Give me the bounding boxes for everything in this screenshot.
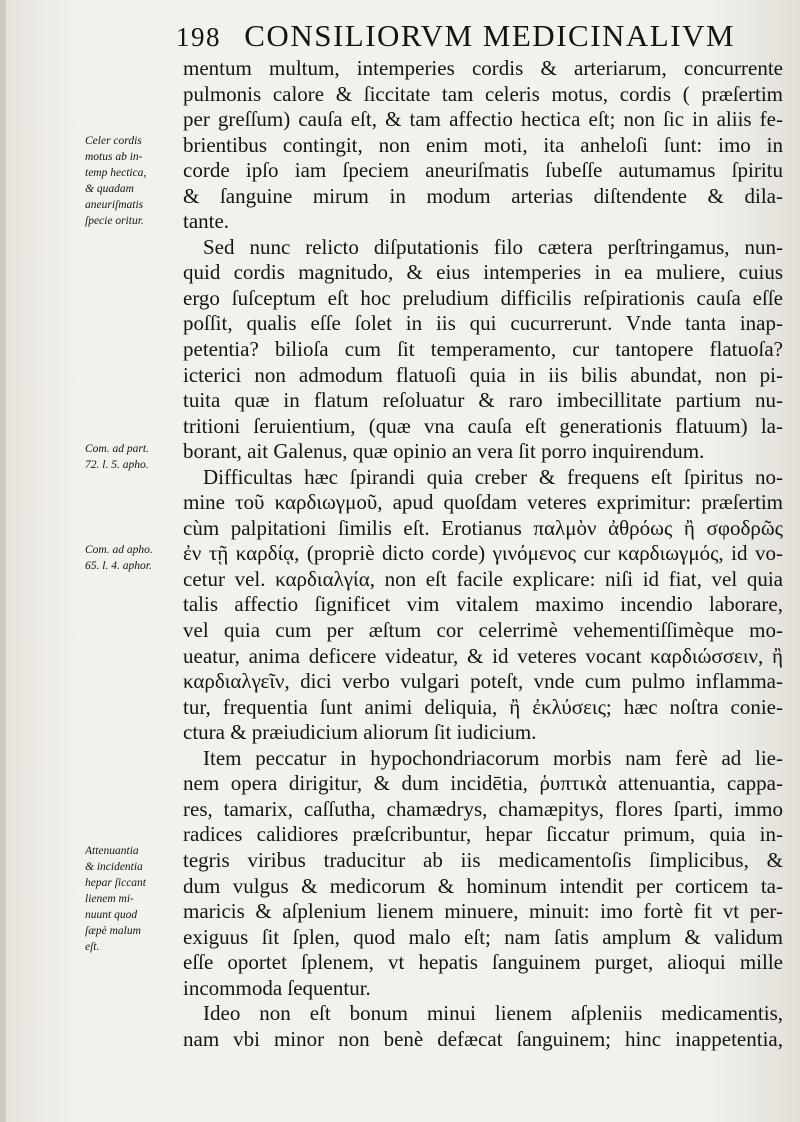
margin-note-line: & incidentia — [85, 861, 143, 873]
text-line: poſſit, qualis eſſe ſolet in iis qui cucurrerunt. Vnde tanta inap- — [183, 311, 783, 336]
text-line: brientibus contingit, non enim moti, ita anheloſi ſunt: imo in — [183, 132, 783, 157]
text-line: maricis & aſplenium lienem minuere, minuit: imo fortè fit vt per- — [183, 899, 783, 924]
text-line: mine τοῦ καρδιωγμοῦ, apud quoſdam veteres exprimitur: præſertim — [183, 490, 783, 515]
margin-note — [85, 133, 180, 229]
text-line: ctura & præiudicium aliorum ſit iudicium. — [183, 720, 537, 745]
text-line: per greſſum) cauſa eſt, & tam affectio hectica eſt; non ſic in aliis fe- — [183, 107, 783, 132]
margin-note-line: hepar ſiccant — [85, 877, 146, 889]
margin-note-line: Celer cordis — [85, 135, 142, 147]
text-line: καρδιαλγεῖν, dici verbo vulgari poteſt, vnde cum pulmo inflamma- — [183, 669, 783, 694]
margin-note-line: aneuriſmatis — [85, 199, 144, 211]
margin-note-line: ſæpè malum — [85, 925, 141, 937]
text-line: ἐν τῇ καρδίᾳ, (propriè dicto corde) γινόμενος cur καρδιωγμός, id vo- — [183, 541, 783, 566]
text-line: tur, frequentia ſunt animi deliquia, ἢ ἐκλύσεις; hæc noſtra conie- — [183, 694, 783, 719]
text-line: cetur vel. καρδιαλγία, non eſt facile explicare: niſi id fiat, vel quia — [183, 566, 783, 591]
margin-note — [85, 542, 180, 574]
text-line: nem opera dirigitur, & dum incidētia, ῥυπτικὰ attenuantia, cappa- — [183, 771, 783, 796]
text-line: vel quia cum per æſtum cor celerrimè vehementiſſimèque mo- — [183, 618, 783, 643]
text-line: tegris viribus traducitur ab iis medicamentoſis ſimplicibus, & — [183, 847, 783, 872]
margin-note-line: ſpecie oritur. — [85, 215, 144, 227]
text-line: res, tamarix, caſſutha, chamædrys, chamæpitys, flores ſparti, immo — [183, 796, 783, 821]
margin-note-line: 72. l. 5. apho. — [85, 459, 149, 471]
margin-note-line: Com. ad apho. — [85, 544, 153, 556]
text-line: tante. — [183, 209, 230, 234]
text-line: petentia? bilioſa cum ſit temperamento, cur tantopere flatuoſa? — [183, 337, 783, 362]
margin-note — [85, 843, 180, 955]
text-line: Sed nunc relicto diſputationis filo cætera perſtringamus, nun- — [203, 234, 783, 259]
margin-note-line: eſt. — [85, 941, 100, 953]
margin-note-line: Com. ad part. — [85, 443, 149, 455]
binding-gutter — [0, 0, 6, 1122]
margin-note-line: lienem mi- — [85, 893, 134, 905]
running-header — [176, 18, 776, 58]
running-title: CONSILIORVM MEDICINALIVM — [244, 18, 736, 53]
text-line: pulmonis calore & ſiccitate tam celeris motus, cordis ( præſertim — [183, 81, 783, 106]
text-line: ueatur, anima deficere videatur, & id veteres vocant καρδιώσσειν, ἢ — [183, 643, 783, 668]
margin-note-line: 65. l. 4. aphor. — [85, 560, 152, 572]
text-line: & ſanguine mirum in modum arterias diſtendente & dila- — [183, 183, 783, 208]
page-number: 198 — [176, 22, 221, 52]
text-line: nam vbi minor non benè defæcat ſanguinem; hinc inappetentia, — [183, 1026, 783, 1051]
text-line: Ideo non eſt bonum minui lienem aſpleniis medicamentis, — [203, 1001, 783, 1026]
text-line: dum vulgus & medicorum & hominum intendit per corticem ta- — [183, 873, 783, 898]
margin-note-line: motus ab in- — [85, 151, 143, 163]
text-line: tuita quæ in flatum reſoluatur & raro imbecillitate partium nu- — [183, 388, 783, 413]
text-line: quid cordis magnitudo, & eius intemperies in ea muliere, cuius — [183, 260, 783, 285]
margin-note-line: Attenuantia — [85, 845, 139, 857]
text-line: tritioni ſeruientium, (quæ vna cauſa eſt generationis flatuum) la- — [183, 413, 783, 438]
text-line: ergo ſuſceptum eſt hoc preludium difficilis reſpirationis cauſa eſſe — [183, 285, 783, 310]
text-line: talis affectio ſignificet vim vitalem maximo incendio laborare, — [183, 592, 783, 617]
body-text — [183, 56, 783, 1052]
text-line: Item peccatur in hypochondriacorum morbis nam ferè ad lie- — [203, 745, 783, 770]
margin-note-line: temp hectica, — [85, 167, 147, 179]
text-line: icterici non admodum flatuoſi quia in iis bilis abundat, non pi- — [183, 362, 783, 387]
text-line: incommoda ſequentur. — [183, 975, 371, 1000]
margin-note-line: & quadam — [85, 183, 134, 195]
text-line: corde ipſo iam ſpeciem aneuriſmatis ſubeſſe autumamus ſpiritu — [183, 158, 783, 183]
text-line: eſſe oportet ſplenem, vt hepatis ſanguinem purget, alioqui mille — [183, 950, 783, 975]
margin-note-line: nuunt quod — [85, 909, 138, 921]
margin-note — [85, 441, 180, 473]
text-line: mentum multum, intemperies cordis & arteriarum, concurrente — [183, 56, 783, 80]
text-line: cùm palpitationi ſimilis eſt. Erotianus παλμὸν ἀθρόως ἢ σφοδρῶς — [183, 515, 783, 540]
text-line: radices calidiores præſcribuntur, hepar ſiccatur primum, quia in- — [183, 822, 783, 847]
text-line: Difficultas hæc ſpirandi quia creber & frequens eſt ſpiritus no- — [203, 464, 783, 489]
text-line: borant, ait Galenus, quæ opinio an vera ſit porro inquirendum. — [183, 439, 705, 464]
text-line: exiguus ſit ſplen, quod malo eſt; nam ſatis amplum & validum — [183, 924, 783, 949]
